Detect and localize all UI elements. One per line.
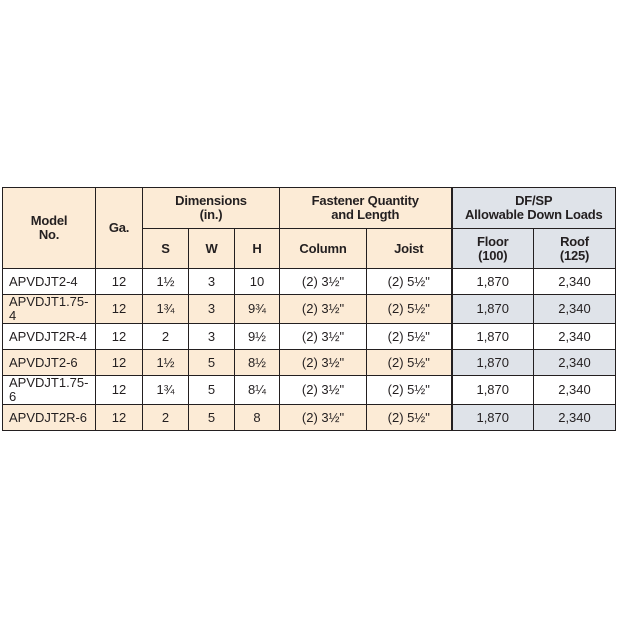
cell-joist: (2) 5½"	[367, 350, 452, 376]
header-dimensions-line1: Dimensions	[175, 193, 247, 208]
table-row	[3, 324, 616, 350]
cell-w: 3	[189, 324, 235, 350]
cell-model: APVDJT1.75-6	[3, 376, 96, 405]
cell-column: (2) 3½"	[280, 405, 367, 431]
header-loads-line1: DF/SP	[515, 193, 553, 208]
cell-w: 5	[189, 405, 235, 431]
header-dimensions	[143, 188, 280, 229]
table-row	[3, 350, 616, 376]
cell-ga: 12	[96, 350, 143, 376]
cell-roof: 2,340	[534, 405, 616, 431]
cell-h: 8¼	[235, 376, 280, 405]
cell-h: 8½	[235, 350, 280, 376]
header-model-line1: Model	[30, 213, 68, 228]
header-gauge: Ga.	[96, 188, 143, 269]
table-row	[3, 295, 616, 324]
cell-h: 8	[235, 405, 280, 431]
header-fastener-line2: and Length	[331, 207, 400, 222]
header-dimensions-line2: (in.)	[199, 207, 223, 222]
header-loads-line2: Allowable Down Loads	[464, 207, 603, 222]
header-s: S	[143, 229, 189, 269]
cell-ga: 12	[96, 405, 143, 431]
cell-s: 2	[143, 324, 189, 350]
cell-w: 3	[189, 269, 235, 295]
table-row	[3, 376, 616, 405]
cell-joist: (2) 5½"	[367, 376, 452, 405]
cell-ga: 12	[96, 269, 143, 295]
header-roof-line1: Roof	[560, 233, 589, 249]
header-model-no	[3, 188, 96, 269]
cell-model: APVDJT1.75-4	[3, 295, 96, 324]
cell-w: 5	[189, 350, 235, 376]
header-model-line2: No.	[38, 227, 60, 242]
cell-column: (2) 3½"	[280, 376, 367, 405]
header-floor-line1: Floor	[477, 233, 509, 249]
cell-roof: 2,340	[534, 350, 616, 376]
cell-column: (2) 3½"	[280, 269, 367, 295]
cell-column: (2) 3½"	[280, 350, 367, 376]
cell-model: APVDJT2R-4	[3, 324, 96, 350]
header-w: W	[189, 229, 235, 269]
cell-model: APVDJT2-6	[3, 350, 96, 376]
allowable-loads-table	[2, 187, 616, 431]
cell-floor: 1,870	[452, 376, 534, 405]
header-fastener	[280, 188, 452, 229]
cell-ga: 12	[96, 376, 143, 405]
cell-h: 10	[235, 269, 280, 295]
cell-s: 1¾	[143, 295, 189, 324]
cell-h: 9½	[235, 324, 280, 350]
cell-roof: 2,340	[534, 376, 616, 405]
cell-ga: 12	[96, 295, 143, 324]
header-allowable-loads	[452, 188, 616, 229]
cell-roof: 2,340	[534, 295, 616, 324]
cell-floor: 1,870	[452, 295, 534, 324]
header-floor-line2: (100)	[478, 247, 508, 263]
cell-joist: (2) 5½"	[367, 295, 452, 324]
cell-s: 1½	[143, 350, 189, 376]
header-floor	[452, 229, 534, 269]
cell-h: 9¾	[235, 295, 280, 324]
cell-ga: 12	[96, 324, 143, 350]
header-h: H	[235, 229, 280, 269]
cell-s: 2	[143, 405, 189, 431]
cell-joist: (2) 5½"	[367, 405, 452, 431]
load-table-container	[2, 187, 616, 431]
cell-w: 5	[189, 376, 235, 405]
header-roof	[534, 229, 616, 269]
header-fastener-line1: Fastener Quantity	[311, 193, 419, 208]
cell-joist: (2) 5½"	[367, 324, 452, 350]
table-row	[3, 269, 616, 295]
cell-floor: 1,870	[452, 324, 534, 350]
header-joist: Joist	[367, 229, 452, 269]
cell-s: 1½	[143, 269, 189, 295]
cell-roof: 2,340	[534, 324, 616, 350]
cell-s: 1¾	[143, 376, 189, 405]
cell-model: APVDJT2R-6	[3, 405, 96, 431]
cell-column: (2) 3½"	[280, 324, 367, 350]
cell-floor: 1,870	[452, 269, 534, 295]
cell-model: APVDJT2-4	[3, 269, 96, 295]
cell-floor: 1,870	[452, 350, 534, 376]
table-row	[3, 405, 616, 431]
header-column: Column	[280, 229, 367, 269]
cell-column: (2) 3½"	[280, 295, 367, 324]
cell-floor: 1,870	[452, 405, 534, 431]
cell-joist: (2) 5½"	[367, 269, 452, 295]
cell-w: 3	[189, 295, 235, 324]
cell-roof: 2,340	[534, 269, 616, 295]
header-roof-line2: (125)	[559, 247, 590, 263]
